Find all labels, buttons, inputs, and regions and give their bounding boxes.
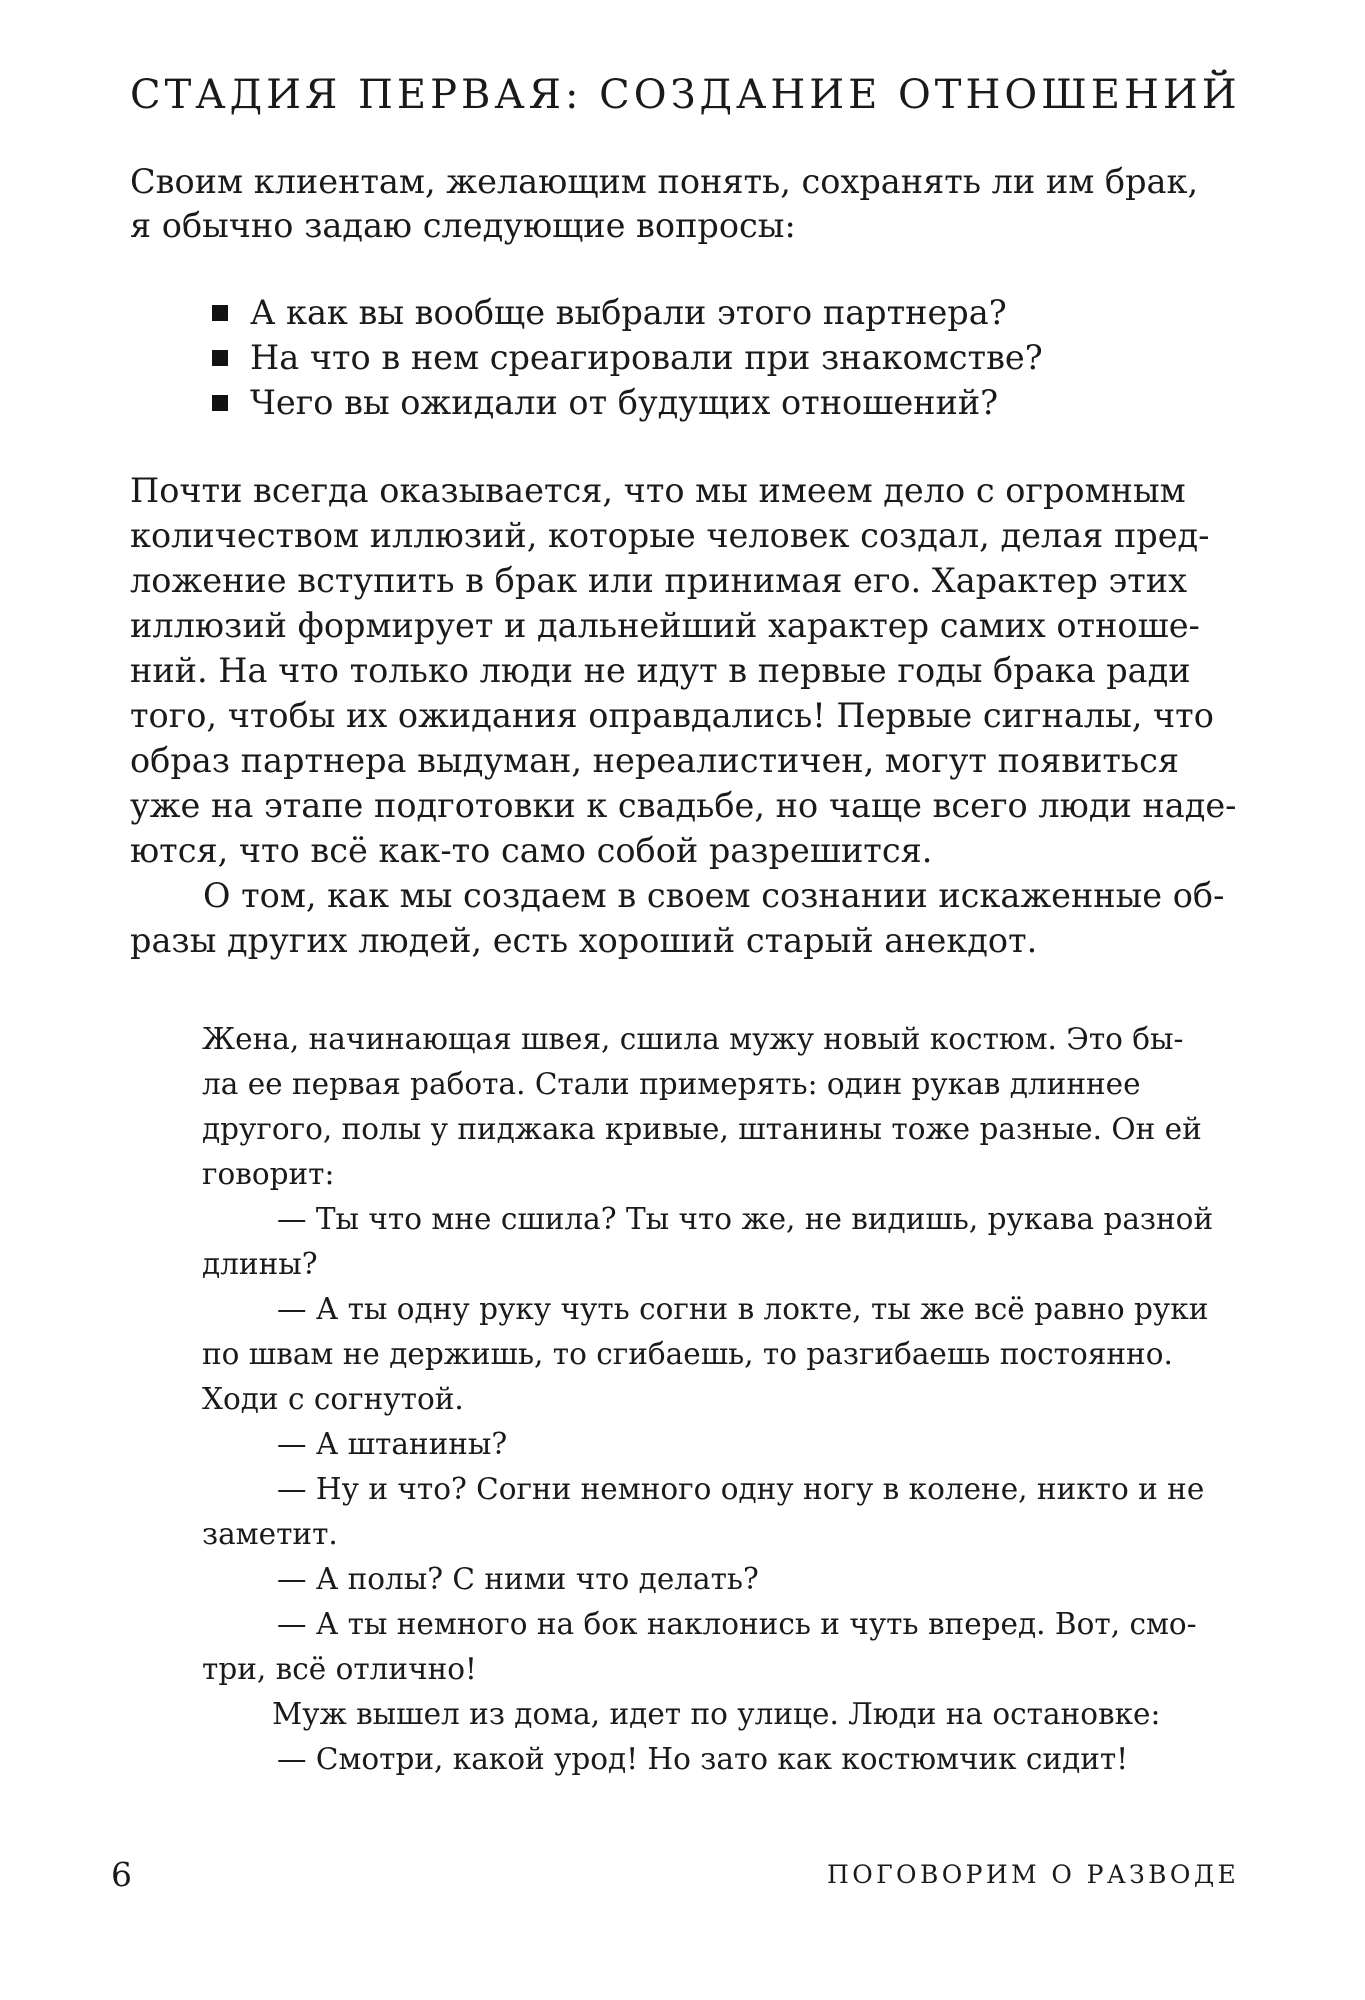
page-number: 6 bbox=[111, 1855, 132, 1894]
anecdote-line: Жена, начинающая швея, сшила мужу новый костюм. Это бы- bbox=[202, 1022, 1184, 1056]
anecdote-line: — А полы? С ними что делать? bbox=[277, 1562, 759, 1596]
running-footer-title: ПОГОВОРИМ О РАЗВОДЕ bbox=[827, 1860, 1240, 1889]
paragraph-line: ний. На что только люди не идут в первые годы брака ради bbox=[130, 651, 1191, 690]
bullet-item: Чего вы ожидали от будущих отношений? bbox=[250, 383, 999, 422]
bullet-item: А как вы вообще выбрали этого партнера? bbox=[250, 293, 1007, 332]
intro-line: Своим клиентам, желающим понять, сохранять ли им брак, bbox=[130, 162, 1199, 201]
paragraph-line: иллюзий формирует и дальнейший характер самих отноше- bbox=[130, 606, 1200, 645]
anecdote-line: длины? bbox=[202, 1247, 318, 1281]
chapter-heading: СТАДИЯ ПЕРВАЯ: СОЗДАНИЕ ОТНОШЕНИЙ bbox=[130, 72, 1241, 118]
anecdote-line: Ходи с согнутой. bbox=[202, 1382, 464, 1416]
anecdote-line: — Ну и что? Согни немного одну ногу в колене, никто и не bbox=[277, 1472, 1205, 1506]
paragraph-line: образ партнера выдуман, нереалистичен, могут появиться bbox=[130, 741, 1180, 780]
anecdote-line: Муж вышел из дома, идет по улице. Люди на остановке: bbox=[272, 1697, 1161, 1731]
anecdote-line: — А штанины? bbox=[277, 1427, 508, 1461]
anecdote-line: три, всё отлично! bbox=[202, 1652, 477, 1686]
paragraph-line: того, чтобы их ожидания оправдались! Первые сигналы, что bbox=[130, 696, 1214, 735]
anecdote-line: говорит: bbox=[202, 1157, 335, 1191]
paragraph-line: ложение вступить в брак или принимая его. Характер этих bbox=[130, 561, 1187, 600]
paragraph-line: уже на этапе подготовки к свадьбе, но чаще всего люди наде- bbox=[130, 786, 1237, 825]
anecdote-line: — Ты что мне сшила? Ты что же, не видишь, рукава разной bbox=[277, 1202, 1214, 1236]
bullet-item: На что в нем среагировали при знакомстве? bbox=[250, 338, 1043, 377]
anecdote-line: — А ты одну руку чуть согни в локте, ты же всё равно руки bbox=[277, 1292, 1209, 1326]
paragraph-line: ются, что всё как-то само собой разрешится. bbox=[130, 831, 933, 870]
bullet-square-icon bbox=[212, 350, 228, 366]
bullet-square-icon bbox=[212, 395, 228, 411]
anecdote-line: — А ты немного на бок наклонись и чуть вперед. Вот, смо- bbox=[277, 1607, 1197, 1641]
paragraph-line: Почти всегда оказывается, что мы имеем дело с огромным bbox=[130, 471, 1186, 510]
anecdote-line: — Смотри, какой урод! Но зато как костюмчик сидит! bbox=[277, 1742, 1129, 1776]
anecdote-line: ла ее первая работа. Стали примерять: один рукав длиннее bbox=[202, 1067, 1141, 1101]
bullet-square-icon bbox=[212, 305, 228, 321]
intro-line: я обычно задаю следующие вопросы: bbox=[130, 206, 796, 245]
anecdote-line: другого, полы у пиджака кривые, штанины тоже разные. Он ей bbox=[202, 1112, 1202, 1146]
paragraph-line: количеством иллюзий, которые человек создал, делая пред- bbox=[130, 516, 1210, 555]
anecdote-line: по швам не держишь, то сгибаешь, то разгибаешь постоянно. bbox=[202, 1337, 1173, 1371]
anecdote-line: заметит. bbox=[202, 1517, 338, 1551]
paragraph-line: разы других людей, есть хороший старый анекдот. bbox=[130, 921, 1038, 960]
paragraph-line: О том, как мы создаем в своем сознании искаженные об- bbox=[203, 876, 1225, 915]
